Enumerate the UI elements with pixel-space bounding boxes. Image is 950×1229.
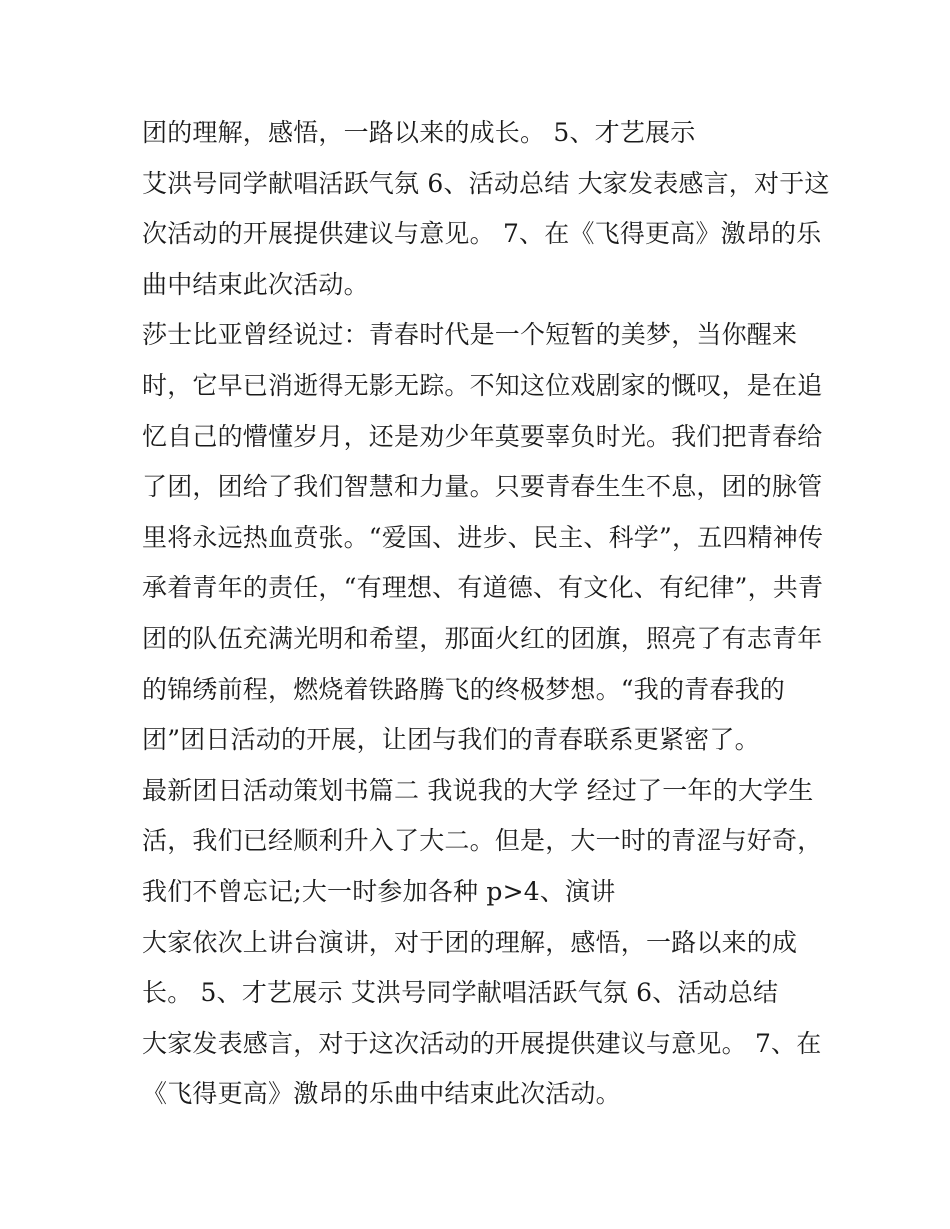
- text-line: 团的队伍充满光明和希望，那面火红的团旗，照亮了有志青年: [142, 623, 823, 653]
- text-line: 了团，团给了我们智慧和力量。只要青春生生不息，团的脉管: [142, 472, 823, 502]
- text-line: 大家发表感言，对于这次活动的开展提供建议与意见。 7、在: [142, 1028, 822, 1058]
- text-line: 团”团日活动的开展，让团与我们的青春联系更紧密了。: [142, 725, 760, 755]
- body-text: [142, 108, 830, 1120]
- text-line: 最新团日活动策划书篇二 我说我的大学 经过了一年的大学生: [142, 775, 814, 805]
- text-line: 承着青年的责任，“有理想、有道德、有文化、有纪律”，共青: [142, 573, 824, 603]
- text-line: 时，它早已消逝得无影无踪。不知这位戏剧家的慨叹，是在追: [142, 370, 823, 400]
- text-line: 艾洪号同学献唱活跃气氛 6、活动总结 大家发表感言，对于这: [142, 168, 830, 198]
- text-line: 我们不曾忘记;大一时参加各种 p>4、演讲: [142, 876, 616, 906]
- text-line: 大家依次上讲台演讲，对于团的理解，感悟，一路以来的成: [142, 927, 798, 957]
- text-line: 次活动的开展提供建议与意见。 7、在《飞得更高》激昂的乐: [142, 219, 822, 249]
- text-line: 的锦绣前程，燃烧着铁路腾飞的终极梦想。“我的青春我的: [142, 674, 785, 704]
- text-line: 里将永远热血贲张。“爱国、进步、民主、科学”，五四精神传: [142, 522, 824, 552]
- text-line: 团的理解，感悟，一路以来的成长。 5、才艺展示: [142, 118, 696, 147]
- text-line: 活，我们已经顺利升入了大二。但是，大一时的青涩与好奇，: [142, 826, 823, 856]
- text-line: 莎士比亚曾经说过：青春时代是一个短暂的美梦，当你醒来: [142, 320, 798, 350]
- text-line: 忆自己的懵懂岁月，还是劝少年莫要辜负时光。我们把青春给: [142, 421, 823, 451]
- text-line: 长。 5、才艺展示 艾洪号同学献唱活跃气氛 6、活动总结: [142, 978, 779, 1008]
- text-line: 曲中结束此次活动。: [142, 269, 369, 299]
- text-line: 《飞得更高》激昂的乐曲中结束此次活动。: [142, 1079, 621, 1109]
